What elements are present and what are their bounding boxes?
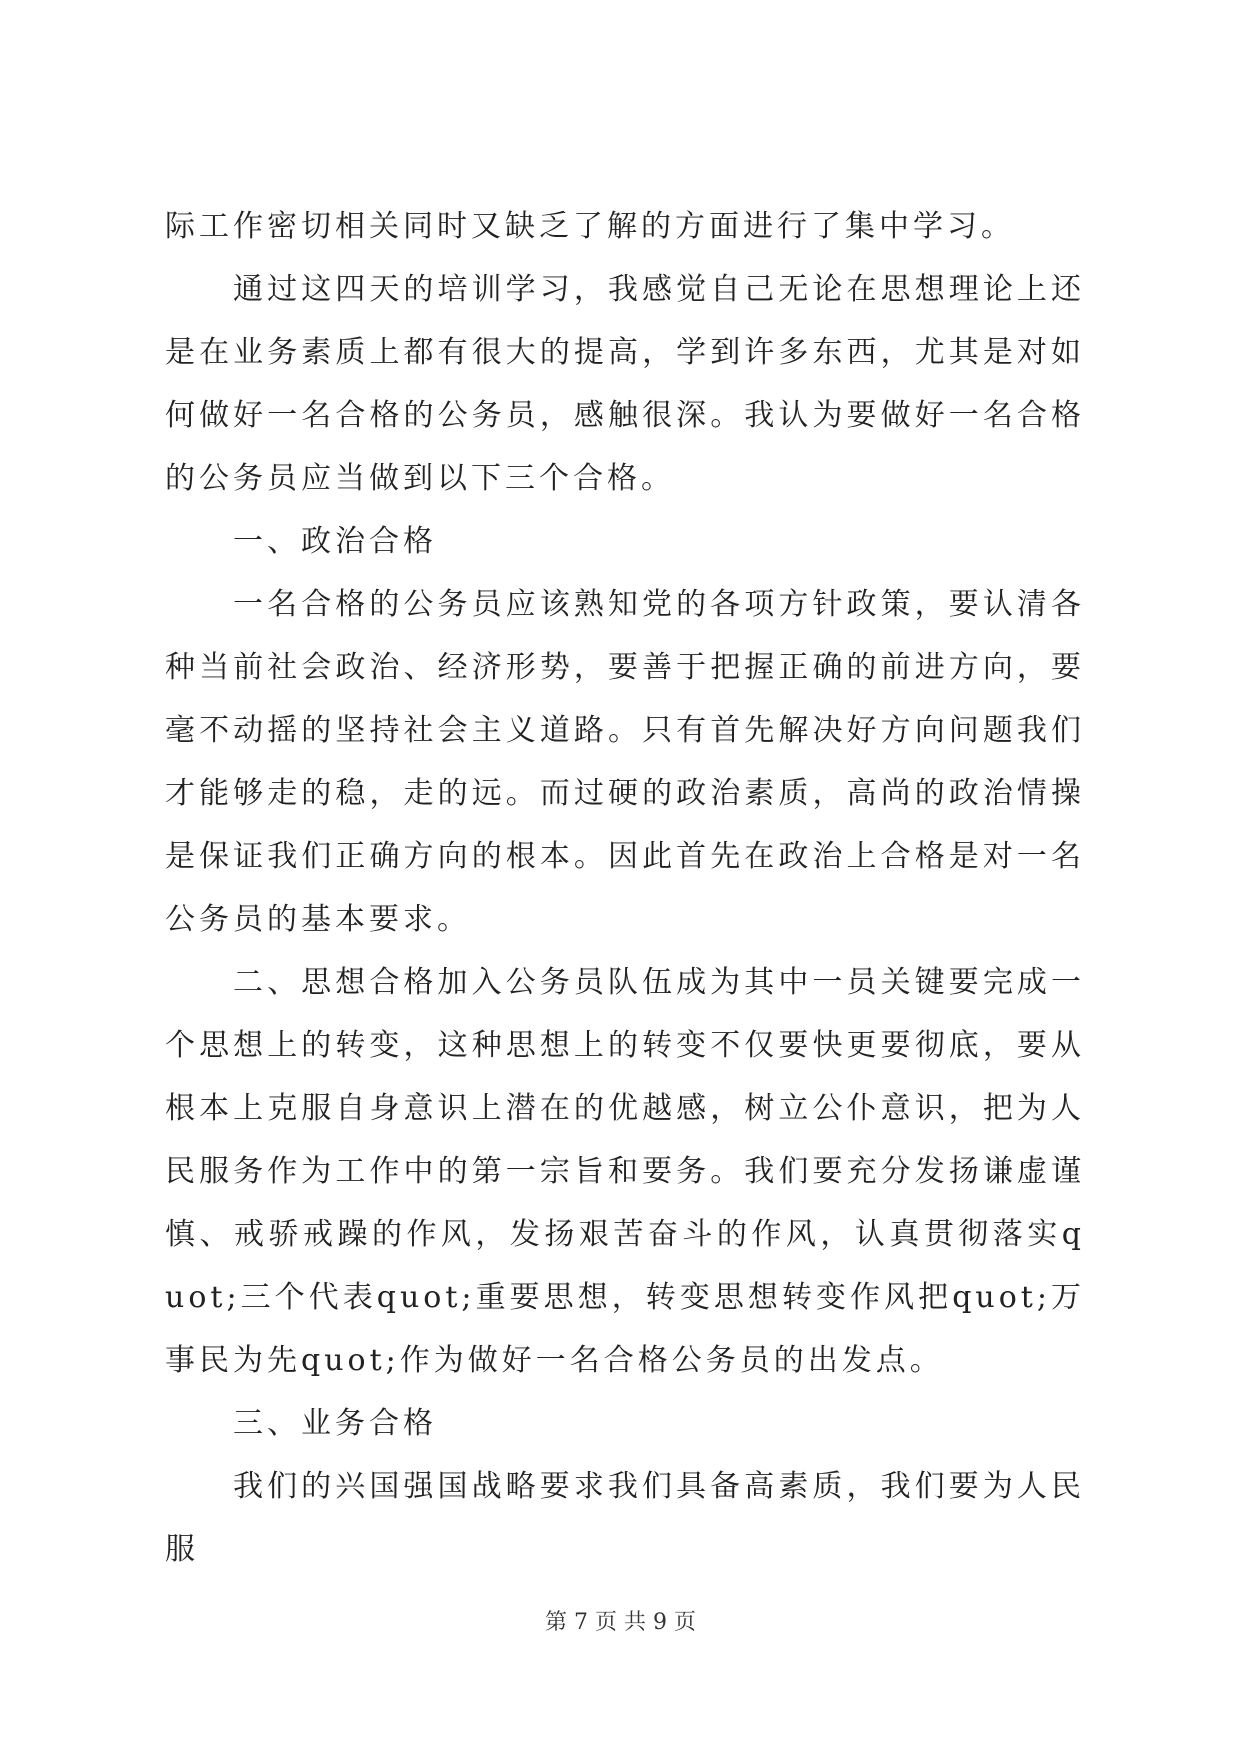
paragraph-political-qualification: 一名合格的公务员应该熟知党的各项方针政策，要认清各种当前社会政治、经济形势，要善于把握正确的前进方向，要毫不动摇的坚持社会主义道路。只有首先解决好方向问题我们才能够走的稳，走的远。而过硬的政治素质，高尚的政治情操是保证我们正确方向的根本。因此首先在政治上合格是对一名公务员的基本要求。 bbox=[165, 587, 1085, 937]
heading-political-qualification: 一、政治合格 bbox=[233, 524, 437, 559]
document-body bbox=[165, 195, 1085, 1581]
paragraph-business-qualification: 我们的兴国强国战略要求我们具备高素质，我们要为人民服 bbox=[165, 1469, 1085, 1567]
heading-business-qualification: 三、业务合格 bbox=[233, 1406, 437, 1441]
paragraph-training-summary: 通过这四天的培训学习，我感觉自己无论在思想理论上还是在业务素质上都有很大的提高，学到许多东西，尤其是对如何做好一名合格的公务员，感触很深。我认为要做好一名合格的公务员应当做到以下三个合格。 bbox=[165, 272, 1085, 496]
page-number-footer: 第 7 页 共 9 页 bbox=[545, 1610, 696, 1635]
paragraph-ideological-qualification: 二、思想合格加入公务员队伍成为其中一员关键要完成一个思想上的转变，这种思想上的转变不仅要快更要彻底，要从根本上克服自身意识上潜在的优越感，树立公仆意识，把为人民服务作为工作中的第一宗旨和要务。我们要充分发扬谦虚谨慎、戒骄戒躁的作风，发扬艰苦奋斗的作风，认真贯彻落实quot;三个代表quot;重要思想，转变思想转变作风把quot;万事民为先quot;作为做好一名合格公务员的出发点。 bbox=[165, 965, 1085, 1378]
paragraph-continuation: 际工作密切相关同时又缺乏了解的方面进行了集中学习。 bbox=[165, 209, 1015, 244]
